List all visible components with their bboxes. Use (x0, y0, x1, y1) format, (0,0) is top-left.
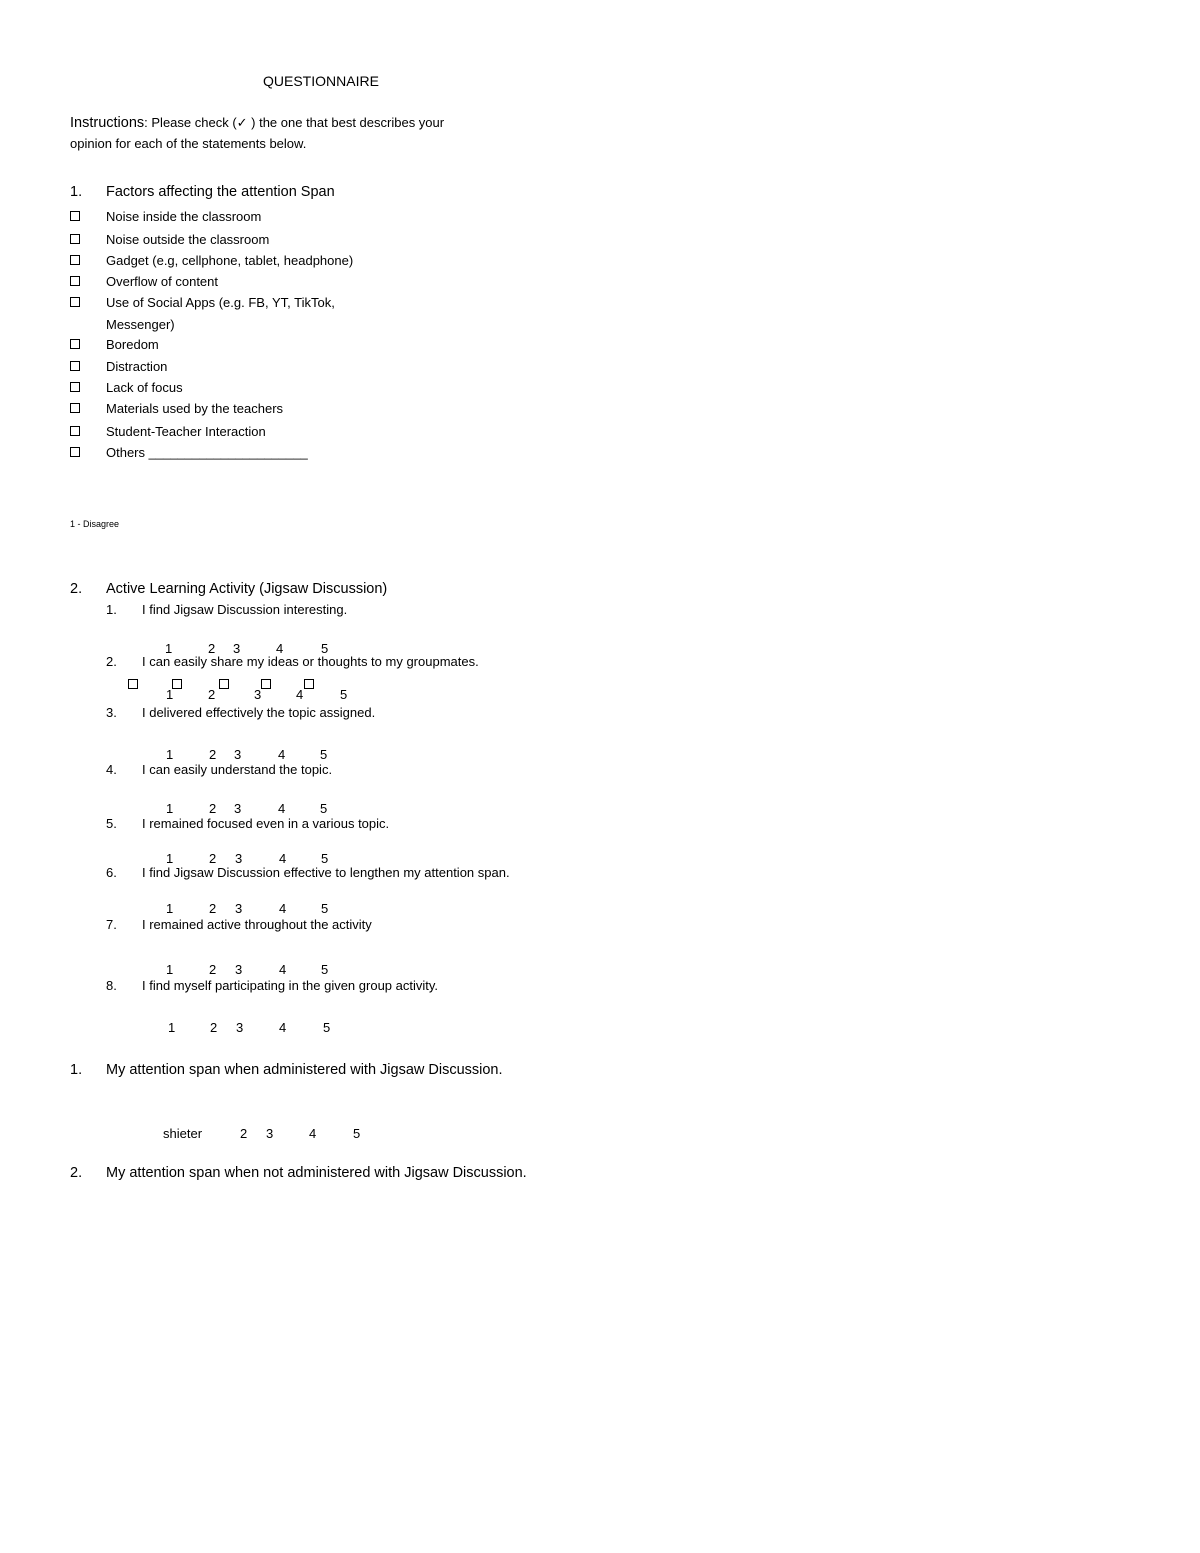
scale-4[interactable]: 4 (279, 851, 287, 866)
scale-1[interactable]: 1 (165, 641, 173, 656)
scale-3[interactable]: 3 (234, 747, 242, 762)
statement-text: I find Jigsaw Discussion effective to lengthen my attention span. (142, 865, 510, 880)
scale-3[interactable]: 3 (254, 687, 262, 702)
scale-4[interactable]: 4 (296, 687, 304, 702)
scale-1[interactable]: 1 (168, 1020, 176, 1035)
checklist-item-continued: Messenger) (106, 317, 175, 332)
scale-3[interactable]: 3 (233, 641, 241, 656)
scale-2[interactable]: 2 (208, 687, 216, 702)
checkbox[interactable] (70, 382, 80, 392)
checklist-item: Lack of focus (106, 380, 183, 395)
section2-heading: Active Learning Activity (Jigsaw Discussion) (106, 581, 388, 597)
checkbox[interactable] (70, 255, 80, 265)
checklist-item: Noise inside the classroom (106, 209, 262, 224)
statement-text: I find myself participating in the given group activity. (142, 978, 439, 993)
checklist-item: Student-Teacher Interaction (106, 424, 266, 439)
checkbox[interactable] (70, 276, 80, 286)
scale-5[interactable]: 5 (320, 801, 328, 816)
scale-2[interactable]: 2 (209, 962, 217, 977)
checkbox[interactable] (261, 679, 271, 689)
statement-number: 5. (106, 816, 117, 831)
statement-number: 6. (106, 865, 117, 880)
scale-2[interactable]: 2 (209, 901, 217, 916)
scale-5[interactable]: 5 (321, 962, 329, 977)
checkbox[interactable] (70, 426, 80, 436)
scale-2[interactable]: 2 (209, 851, 217, 866)
scale-4[interactable]: 4 (278, 747, 286, 762)
checkbox[interactable] (70, 447, 80, 457)
checkbox[interactable] (70, 361, 80, 371)
scale-2[interactable]: 2 (209, 747, 217, 762)
statement-number: 1. (106, 602, 117, 617)
instructions-label: Instructions (70, 115, 145, 131)
scale-2[interactable]: 2 (208, 641, 216, 656)
checkbox[interactable] (70, 211, 80, 221)
scale-4[interactable]: 4 (279, 901, 287, 916)
scale-3[interactable]: 3 (236, 1020, 244, 1035)
scale-1[interactable]: 1 (166, 851, 174, 866)
section1-number: 1. (70, 184, 83, 200)
scale-3[interactable]: 3 (235, 901, 243, 916)
checklist-item: Gadget (e.g, cellphone, tablet, headphone) (106, 253, 354, 268)
statement-number: 3. (106, 705, 117, 720)
statement-number: 4. (106, 762, 117, 777)
scale-5[interactable]: 5 (321, 901, 329, 916)
scale-1[interactable]: 1 (166, 801, 174, 816)
scale-2[interactable]: 2 (209, 801, 217, 816)
scale-4[interactable]: 4 (279, 1020, 287, 1035)
scale-legend-note: 1 - Disagree (70, 519, 120, 529)
checkbox[interactable] (172, 679, 182, 689)
scale-3[interactable]: 3 (266, 1126, 274, 1141)
checklist-item: Boredom (106, 337, 159, 352)
instructions-line1: : Please check (✓ ) the one that best describes your (144, 115, 445, 130)
scale-2[interactable]: 2 (240, 1126, 248, 1141)
checklist-item: Materials used by the teachers (106, 401, 284, 416)
scale-5[interactable]: 5 (340, 687, 348, 702)
scale-3[interactable]: 3 (235, 851, 243, 866)
scale-1[interactable]: shieter (163, 1126, 203, 1141)
scale-4[interactable]: 4 (276, 641, 284, 656)
checkbox[interactable] (304, 679, 314, 689)
checkbox[interactable] (219, 679, 229, 689)
instructions-line2: opinion for each of the statements below. (70, 136, 307, 151)
scale-3[interactable]: 3 (235, 962, 243, 977)
checklist-item: Overflow of content (106, 274, 218, 289)
checklist-item-others[interactable]: Others ______________________ (106, 445, 308, 460)
scale-1[interactable]: 1 (166, 901, 174, 916)
checklist-item: Distraction (106, 359, 168, 374)
page-title: QUESTIONNAIRE (263, 73, 379, 89)
instructions (70, 115, 444, 131)
scale-4[interactable]: 4 (278, 801, 286, 816)
statement-number: 8. (106, 978, 117, 993)
scale-5[interactable]: 5 (353, 1126, 361, 1141)
statement-text: I remained focused even in a various topic. (142, 816, 390, 831)
checklist-item: Use of Social Apps (e.g. FB, YT, TikTok, (106, 295, 335, 310)
checkbox[interactable] (70, 339, 80, 349)
statement-text: I delivered effectively the topic assigned. (142, 705, 376, 720)
scale-5[interactable]: 5 (320, 747, 328, 762)
scale-1[interactable]: 1 (166, 687, 174, 702)
scale-3[interactable]: 3 (234, 801, 242, 816)
scale-4[interactable]: 4 (279, 962, 287, 977)
checkbox[interactable] (70, 297, 80, 307)
statement-number: 2. (106, 654, 117, 669)
scale-5[interactable]: 5 (323, 1020, 331, 1035)
section3-item-number: 2. (70, 1165, 83, 1181)
scale-5[interactable]: 5 (321, 641, 329, 656)
section3-item-number: 1. (70, 1062, 83, 1078)
scale-2[interactable]: 2 (210, 1020, 218, 1035)
scale-1[interactable]: 1 (166, 747, 174, 762)
scale-1[interactable]: 1 (166, 962, 174, 977)
checkbox[interactable] (70, 234, 80, 244)
statement-text: I remained active throughout the activity (142, 917, 372, 932)
section3-item-text: My attention span when administered with Jigsaw Discussion. (106, 1062, 503, 1078)
scale-5[interactable]: 5 (321, 851, 329, 866)
section1-heading: Factors affecting the attention Span (106, 184, 335, 200)
checklist-item: Noise outside the classroom (106, 232, 270, 247)
checkbox[interactable] (128, 679, 138, 689)
statement-text: I can easily understand the topic. (142, 762, 333, 777)
section3-item-text: My attention span when not administered with Jigsaw Discussion. (106, 1165, 527, 1181)
section2-number: 2. (70, 581, 83, 597)
scale-4[interactable]: 4 (309, 1126, 317, 1141)
statement-number: 7. (106, 917, 117, 932)
statement-text: I find Jigsaw Discussion interesting. (142, 602, 348, 617)
statement-text: I can easily share my ideas or thoughts to my groupmates. (142, 654, 479, 669)
checkbox[interactable] (70, 403, 80, 413)
